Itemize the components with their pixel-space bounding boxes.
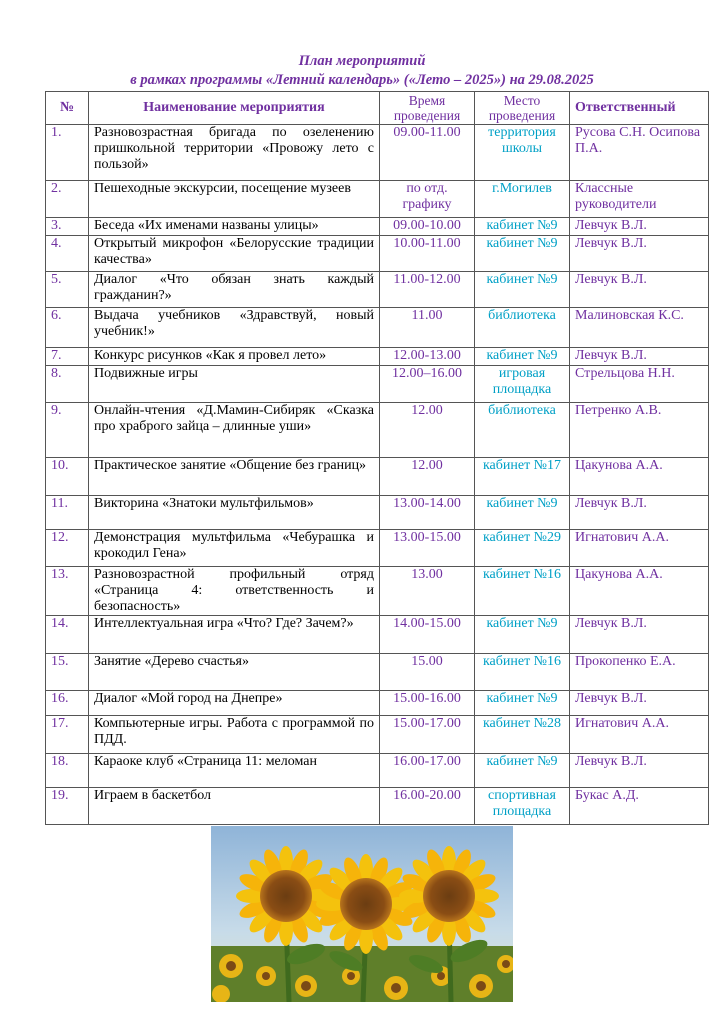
row-num: 6. — [46, 308, 89, 348]
row-responsible: Левчук В.Л. — [570, 348, 709, 366]
row-time: 12.00–16.00 — [380, 366, 475, 403]
row-place: игровая площадка — [475, 366, 570, 403]
row-time: 11.00 — [380, 308, 475, 348]
row-responsible: Букас А.Д. — [570, 788, 709, 825]
row-responsible: Цакунова А.А. — [570, 567, 709, 616]
row-num: 14. — [46, 616, 89, 654]
row-time: 09.00-11.00 — [380, 125, 475, 181]
row-place: кабинет №17 — [475, 458, 570, 496]
row-event-name: Диалог «Что обязан знать каждый гражданин?» — [89, 272, 380, 308]
row-num: 10. — [46, 458, 89, 496]
row-num: 11. — [46, 496, 89, 530]
row-event-name: Выдача учебников «Здравствуй, новый учебник!» — [89, 308, 380, 348]
row-event-name: Диалог «Мой город на Днепре» — [89, 691, 380, 716]
row-event-name: Разновозрастная бригада по озеленению пришкольной территории «Провожу лето с пользой» — [89, 125, 380, 181]
row-place: кабинет №9 — [475, 236, 570, 272]
table-header-row — [46, 92, 709, 125]
row-time: 14.00-15.00 — [380, 616, 475, 654]
row-num: 8. — [46, 366, 89, 403]
row-time: 15.00-17.00 — [380, 716, 475, 754]
row-responsible: Русова С.Н. Осипова П.А. — [570, 125, 709, 181]
table-row — [46, 788, 709, 825]
table-row — [46, 654, 709, 691]
row-responsible: Левчук В.Л. — [570, 236, 709, 272]
row-place: кабинет №16 — [475, 567, 570, 616]
row-responsible: Левчук В.Л. — [570, 691, 709, 716]
row-responsible: Игнатович А.А. — [570, 530, 709, 567]
row-num: 4. — [46, 236, 89, 272]
table-row — [46, 348, 709, 366]
table-row — [46, 567, 709, 616]
row-event-name: Демонстрация мультфильма «Чебурашка и крокодил Гена» — [89, 530, 380, 567]
row-place: территория школы — [475, 125, 570, 181]
header-time: Время проведения — [380, 92, 475, 125]
row-event-name: Онлайн-чтения «Д.Мамин-Сибиряк «Сказка про храброго зайца – длинные уши» — [89, 403, 380, 458]
table-row — [46, 496, 709, 530]
table-row — [46, 236, 709, 272]
row-event-name: Караоке клуб «Страница 11: меломан — [89, 754, 380, 788]
row-time: 15.00-16.00 — [380, 691, 475, 716]
row-num: 3. — [46, 218, 89, 236]
row-responsible: Стрельцова Н.Н. — [570, 366, 709, 403]
table-row — [46, 181, 709, 218]
row-event-name: Подвижные игры — [89, 366, 380, 403]
row-place: библиотека — [475, 403, 570, 458]
table-row — [46, 691, 709, 716]
row-event-name: Беседа «Их именами названы улицы» — [89, 218, 380, 236]
table-row — [46, 716, 709, 754]
row-place: спортивная площадка — [475, 788, 570, 825]
row-time: 16.00-17.00 — [380, 754, 475, 788]
row-num: 7. — [46, 348, 89, 366]
row-place: библиотека — [475, 308, 570, 348]
row-responsible: Игнатович А.А. — [570, 716, 709, 754]
row-responsible: Левчук В.Л. — [570, 496, 709, 530]
row-time: 13.00-15.00 — [380, 530, 475, 567]
row-place: кабинет №9 — [475, 496, 570, 530]
table-row — [46, 616, 709, 654]
events-table — [45, 91, 709, 825]
row-num: 13. — [46, 567, 89, 616]
document-title: План мероприятий — [298, 53, 426, 69]
row-place: кабинет №9 — [475, 348, 570, 366]
table-row — [46, 308, 709, 348]
row-place: г.Могилев — [475, 181, 570, 218]
row-event-name: Открытый микрофон «Белорусские традиции качества» — [89, 236, 380, 272]
row-place: кабинет №29 — [475, 530, 570, 567]
row-responsible: Левчук В.Л. — [570, 754, 709, 788]
row-place: кабинет №16 — [475, 654, 570, 691]
row-num: 18. — [46, 754, 89, 788]
row-num: 2. — [46, 181, 89, 218]
row-time: 13.00-14.00 — [380, 496, 475, 530]
row-place: кабинет №9 — [475, 272, 570, 308]
row-responsible: Малиновская К.С. — [570, 308, 709, 348]
row-time: 09.00-10.00 — [380, 218, 475, 236]
row-num: 9. — [46, 403, 89, 458]
row-event-name: Разновозрастной профильный отряд «Страница 4: ответственность и безопасность» — [89, 567, 380, 616]
row-time: 12.00 — [380, 403, 475, 458]
row-num: 15. — [46, 654, 89, 691]
row-place: кабинет №9 — [475, 754, 570, 788]
row-num: 5. — [46, 272, 89, 308]
row-event-name: Практическое занятие «Общение без границ» — [89, 458, 380, 496]
table-row — [46, 218, 709, 236]
row-responsible: Цакунова А.А. — [570, 458, 709, 496]
table-row — [46, 530, 709, 567]
row-place: кабинет №9 — [475, 218, 570, 236]
row-event-name: Компьютерные игры. Работа с программой по ПДД. — [89, 716, 380, 754]
header-name: Наименование мероприятия — [89, 92, 380, 125]
row-responsible: Левчук В.Л. — [570, 218, 709, 236]
row-num: 16. — [46, 691, 89, 716]
row-event-name: Интеллектуальная игра «Что? Где? Зачем?» — [89, 616, 380, 654]
header-num: № — [46, 92, 89, 125]
row-time: 13.00 — [380, 567, 475, 616]
document-subtitle: в рамках программы «Летний календарь» («Лето – 2025») на 29.08.2025 — [130, 72, 594, 88]
row-time: 11.00-12.00 — [380, 272, 475, 308]
table-row — [46, 403, 709, 458]
row-place: кабинет №28 — [475, 716, 570, 754]
row-time: 12.00 — [380, 458, 475, 496]
row-num: 17. — [46, 716, 89, 754]
row-event-name: Играем в баскетбол — [89, 788, 380, 825]
row-time: 15.00 — [380, 654, 475, 691]
row-num: 19. — [46, 788, 89, 825]
header-responsible: Ответственный — [570, 92, 709, 125]
row-num: 1. — [46, 125, 89, 181]
row-event-name: Конкурс рисунков «Как я провел лето» — [89, 348, 380, 366]
row-time: по отд. графику — [380, 181, 475, 218]
row-time: 12.00-13.00 — [380, 348, 475, 366]
row-responsible: Левчук В.Л. — [570, 616, 709, 654]
row-event-name: Пешеходные экскурсии, посещение музеев — [89, 181, 380, 218]
row-responsible: Прокопенко Е.А. — [570, 654, 709, 691]
table-row — [46, 366, 709, 403]
sunflowers-photo — [211, 826, 513, 1002]
row-time: 10.00-11.00 — [380, 236, 475, 272]
table-row — [46, 458, 709, 496]
row-event-name: Занятие «Дерево счастья» — [89, 654, 380, 691]
row-responsible: Классные руководители — [570, 181, 709, 218]
header-place: Место проведения — [475, 92, 570, 125]
table-row — [46, 272, 709, 308]
table-row — [46, 125, 709, 181]
row-responsible: Петренко А.В. — [570, 403, 709, 458]
row-time: 16.00-20.00 — [380, 788, 475, 825]
row-num: 12. — [46, 530, 89, 567]
row-place: кабинет №9 — [475, 616, 570, 654]
row-event-name: Викторина «Знатоки мультфильмов» — [89, 496, 380, 530]
row-responsible: Левчук В.Л. — [570, 272, 709, 308]
table-row — [46, 754, 709, 788]
row-place: кабинет №9 — [475, 691, 570, 716]
